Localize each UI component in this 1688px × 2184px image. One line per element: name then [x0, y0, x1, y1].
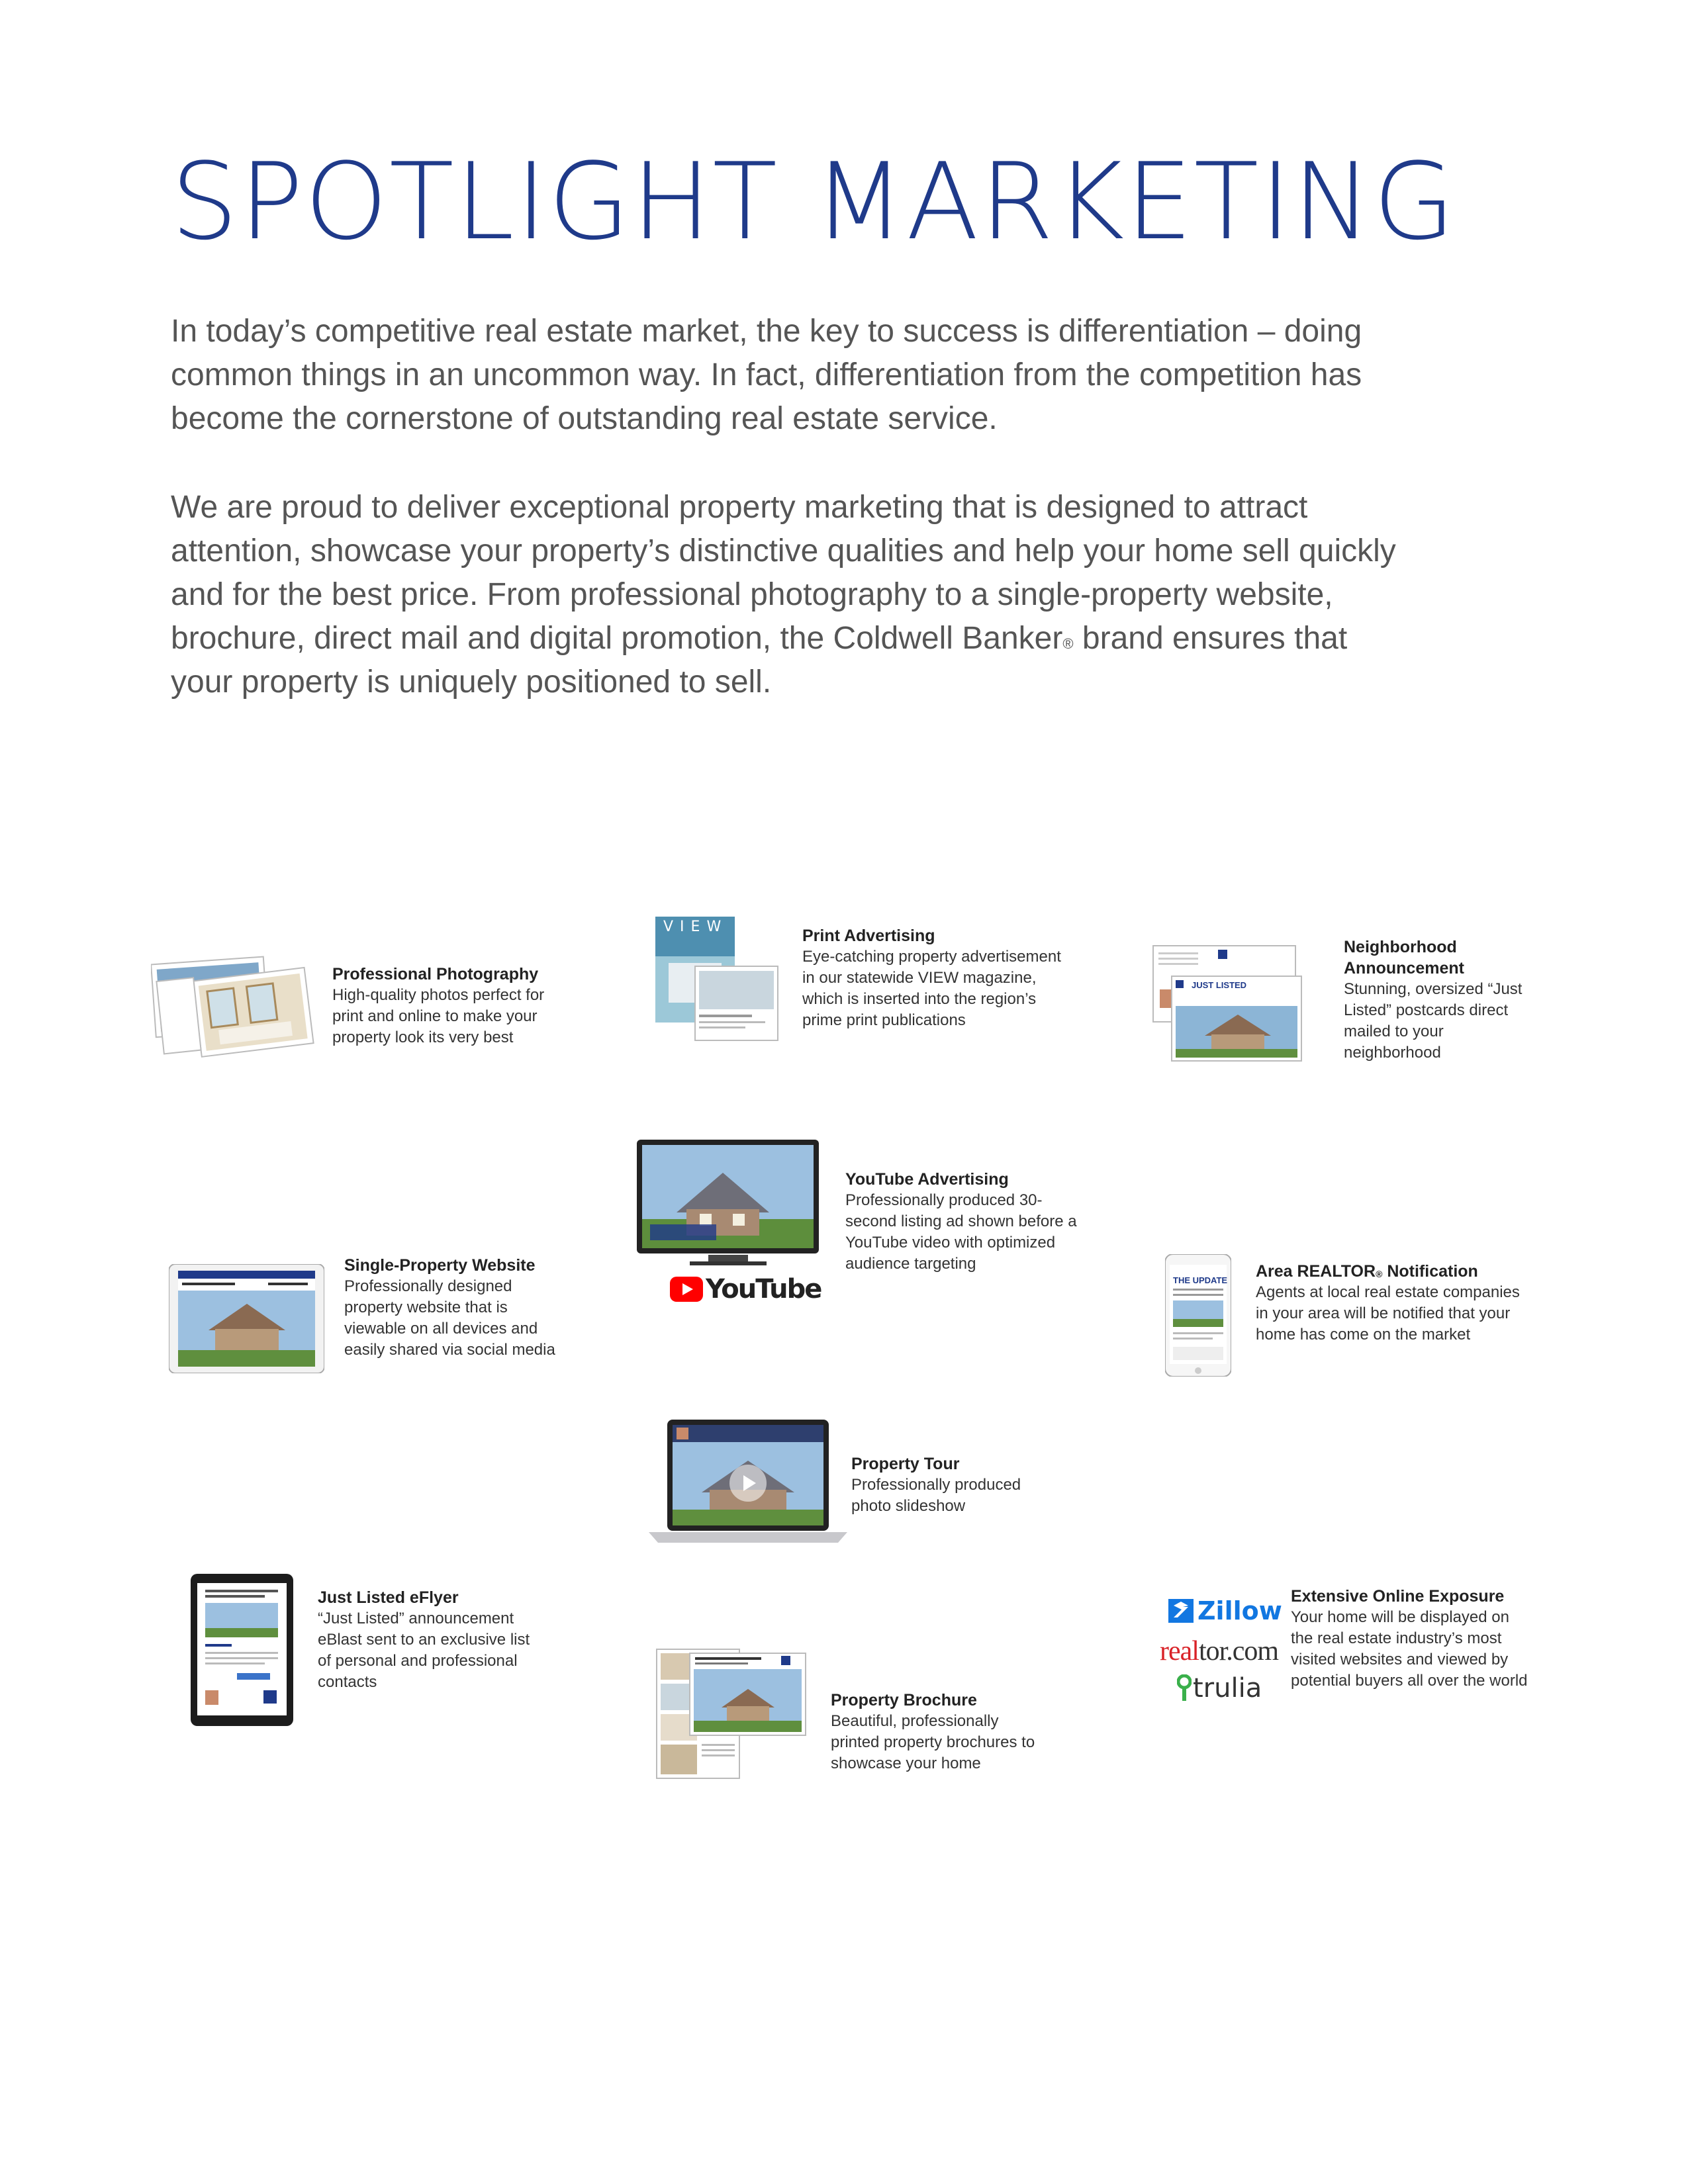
magazine-name: VIEW: [663, 919, 728, 935]
intro-p2-end: brand ensures that your property is uniquely positioned to sell.: [171, 621, 1348, 700]
feature-title: Single-Property Website: [344, 1256, 536, 1275]
trulia-logo: [1177, 1673, 1262, 1704]
feature-description: Professionally produced 30-second listing ad shown before a YouTube video with optimized audience targeting: [845, 1191, 1077, 1273]
youtube-play-icon: [670, 1277, 703, 1302]
feature-title: Neighborhood Announcement: [1344, 938, 1464, 978]
page-title: SPOTLIGHT MARKETING: [171, 140, 1457, 263]
feature-description: Professionally produced photo slideshow: [851, 1476, 1021, 1515]
photo-prints-image: [151, 953, 316, 1059]
feature-description: Your home will be displayed on the real estate industry’s most visited websites and viewed by potential buyers all over the world: [1291, 1608, 1528, 1690]
zillow-logo: [1168, 1596, 1282, 1625]
realtor-com-logo: [1160, 1635, 1278, 1667]
just-listed-postcard-image: [1152, 943, 1304, 1062]
feature-title: Property Brochure: [831, 1691, 977, 1709]
view-magazine-image: [655, 917, 781, 1042]
feature-property-tour: [851, 1453, 1063, 1517]
feature-extensive-online-exposure: [1291, 1586, 1529, 1692]
tv-screen-image: [637, 1140, 819, 1269]
phone-notification-image: [1165, 1254, 1231, 1377]
feature-title: Professional Photography: [332, 965, 539, 983]
realtor-wordmark-b: tor.com: [1198, 1636, 1279, 1666]
feature-description: Eye-catching property advertisement in our statewide VIEW magazine, which is inserted into the region’s prime print publications: [802, 948, 1061, 1029]
realtor-wordmark-a: real: [1160, 1636, 1199, 1666]
intro-p2-text: We are proud to deliver exceptional property marketing that is designed to attract attention, showcase your property’s distinctive qualities and help your home sell quickly and for the best price. From professional photography to a single-property website, brochure, direct mail and digital promotion, the Coldwell Banker: [171, 490, 1396, 656]
feature-description: Professionally designed property website that is viewable on all devices and easily shared via social media: [344, 1277, 555, 1359]
feature-description: Beautiful, professionally printed property brochures to showcase your home: [831, 1712, 1035, 1772]
feature-description: Stunning, oversized “Just Listed” postcards direct mailed to your neighborhood: [1344, 980, 1523, 1062]
phone-header-text: THE UPDATE: [1173, 1275, 1228, 1285]
feature-description: Agents at local real estate companies in your area will be notified that your home has come on the market: [1256, 1283, 1520, 1343]
feature-title: YouTube Advertising: [845, 1170, 1009, 1189]
feature-description: High-quality photos perfect for print and online to make your property look its very best: [332, 986, 545, 1046]
tablet-website-image: [169, 1264, 324, 1373]
intro-paragraph-2: [171, 486, 1415, 704]
feature-print-advertising: [802, 925, 1067, 1031]
zillow-z-icon: [1168, 1599, 1194, 1623]
feature-title: [1256, 1261, 1534, 1282]
registered-mark: ®: [1376, 1269, 1383, 1279]
feature-area-realtor-notification: [1256, 1261, 1534, 1345]
laptop-tour-image: [649, 1420, 847, 1545]
feature-professional-photography: [332, 964, 571, 1048]
property-brochure-image: [655, 1648, 808, 1780]
registered-mark: ®: [1062, 635, 1074, 652]
tablet-eflyer-image: [191, 1574, 293, 1726]
trulia-wordmark: trulia: [1193, 1673, 1262, 1704]
postcard-label: JUST LISTED: [1192, 980, 1247, 990]
feature-description: “Just Listed” announcement eBlast sent to an exclusive list of personal and professional contacts: [318, 1610, 530, 1691]
realtor-title-text: Area REALTOR: [1256, 1262, 1376, 1281]
feature-property-brochure: [831, 1690, 1043, 1774]
feature-title: Print Advertising: [802, 927, 935, 945]
feature-youtube-advertising: [845, 1169, 1084, 1275]
zillow-wordmark: Zillow: [1197, 1596, 1282, 1625]
feature-just-listed-eflyer: [318, 1587, 536, 1693]
trulia-pin-icon: [1177, 1674, 1192, 1702]
feature-neighborhood-announcement: [1344, 936, 1536, 1064]
intro-paragraph-1: In today’s competitive real estate market, the key to success is differentiation – doing common things in an uncommon way. In fact, differentiation from the competition has become the cornerstone of outstanding real estate service.: [171, 314, 1362, 436]
feature-title: Just Listed eFlyer: [318, 1588, 459, 1607]
youtube-logo: [670, 1274, 821, 1304]
feature-title: Extensive Online Exposure: [1291, 1587, 1505, 1606]
feature-title: Property Tour: [851, 1455, 960, 1473]
youtube-wordmark: YouTube: [706, 1274, 821, 1304]
feature-single-property-website: [344, 1255, 563, 1361]
realtor-title-end: Notification: [1382, 1262, 1478, 1281]
